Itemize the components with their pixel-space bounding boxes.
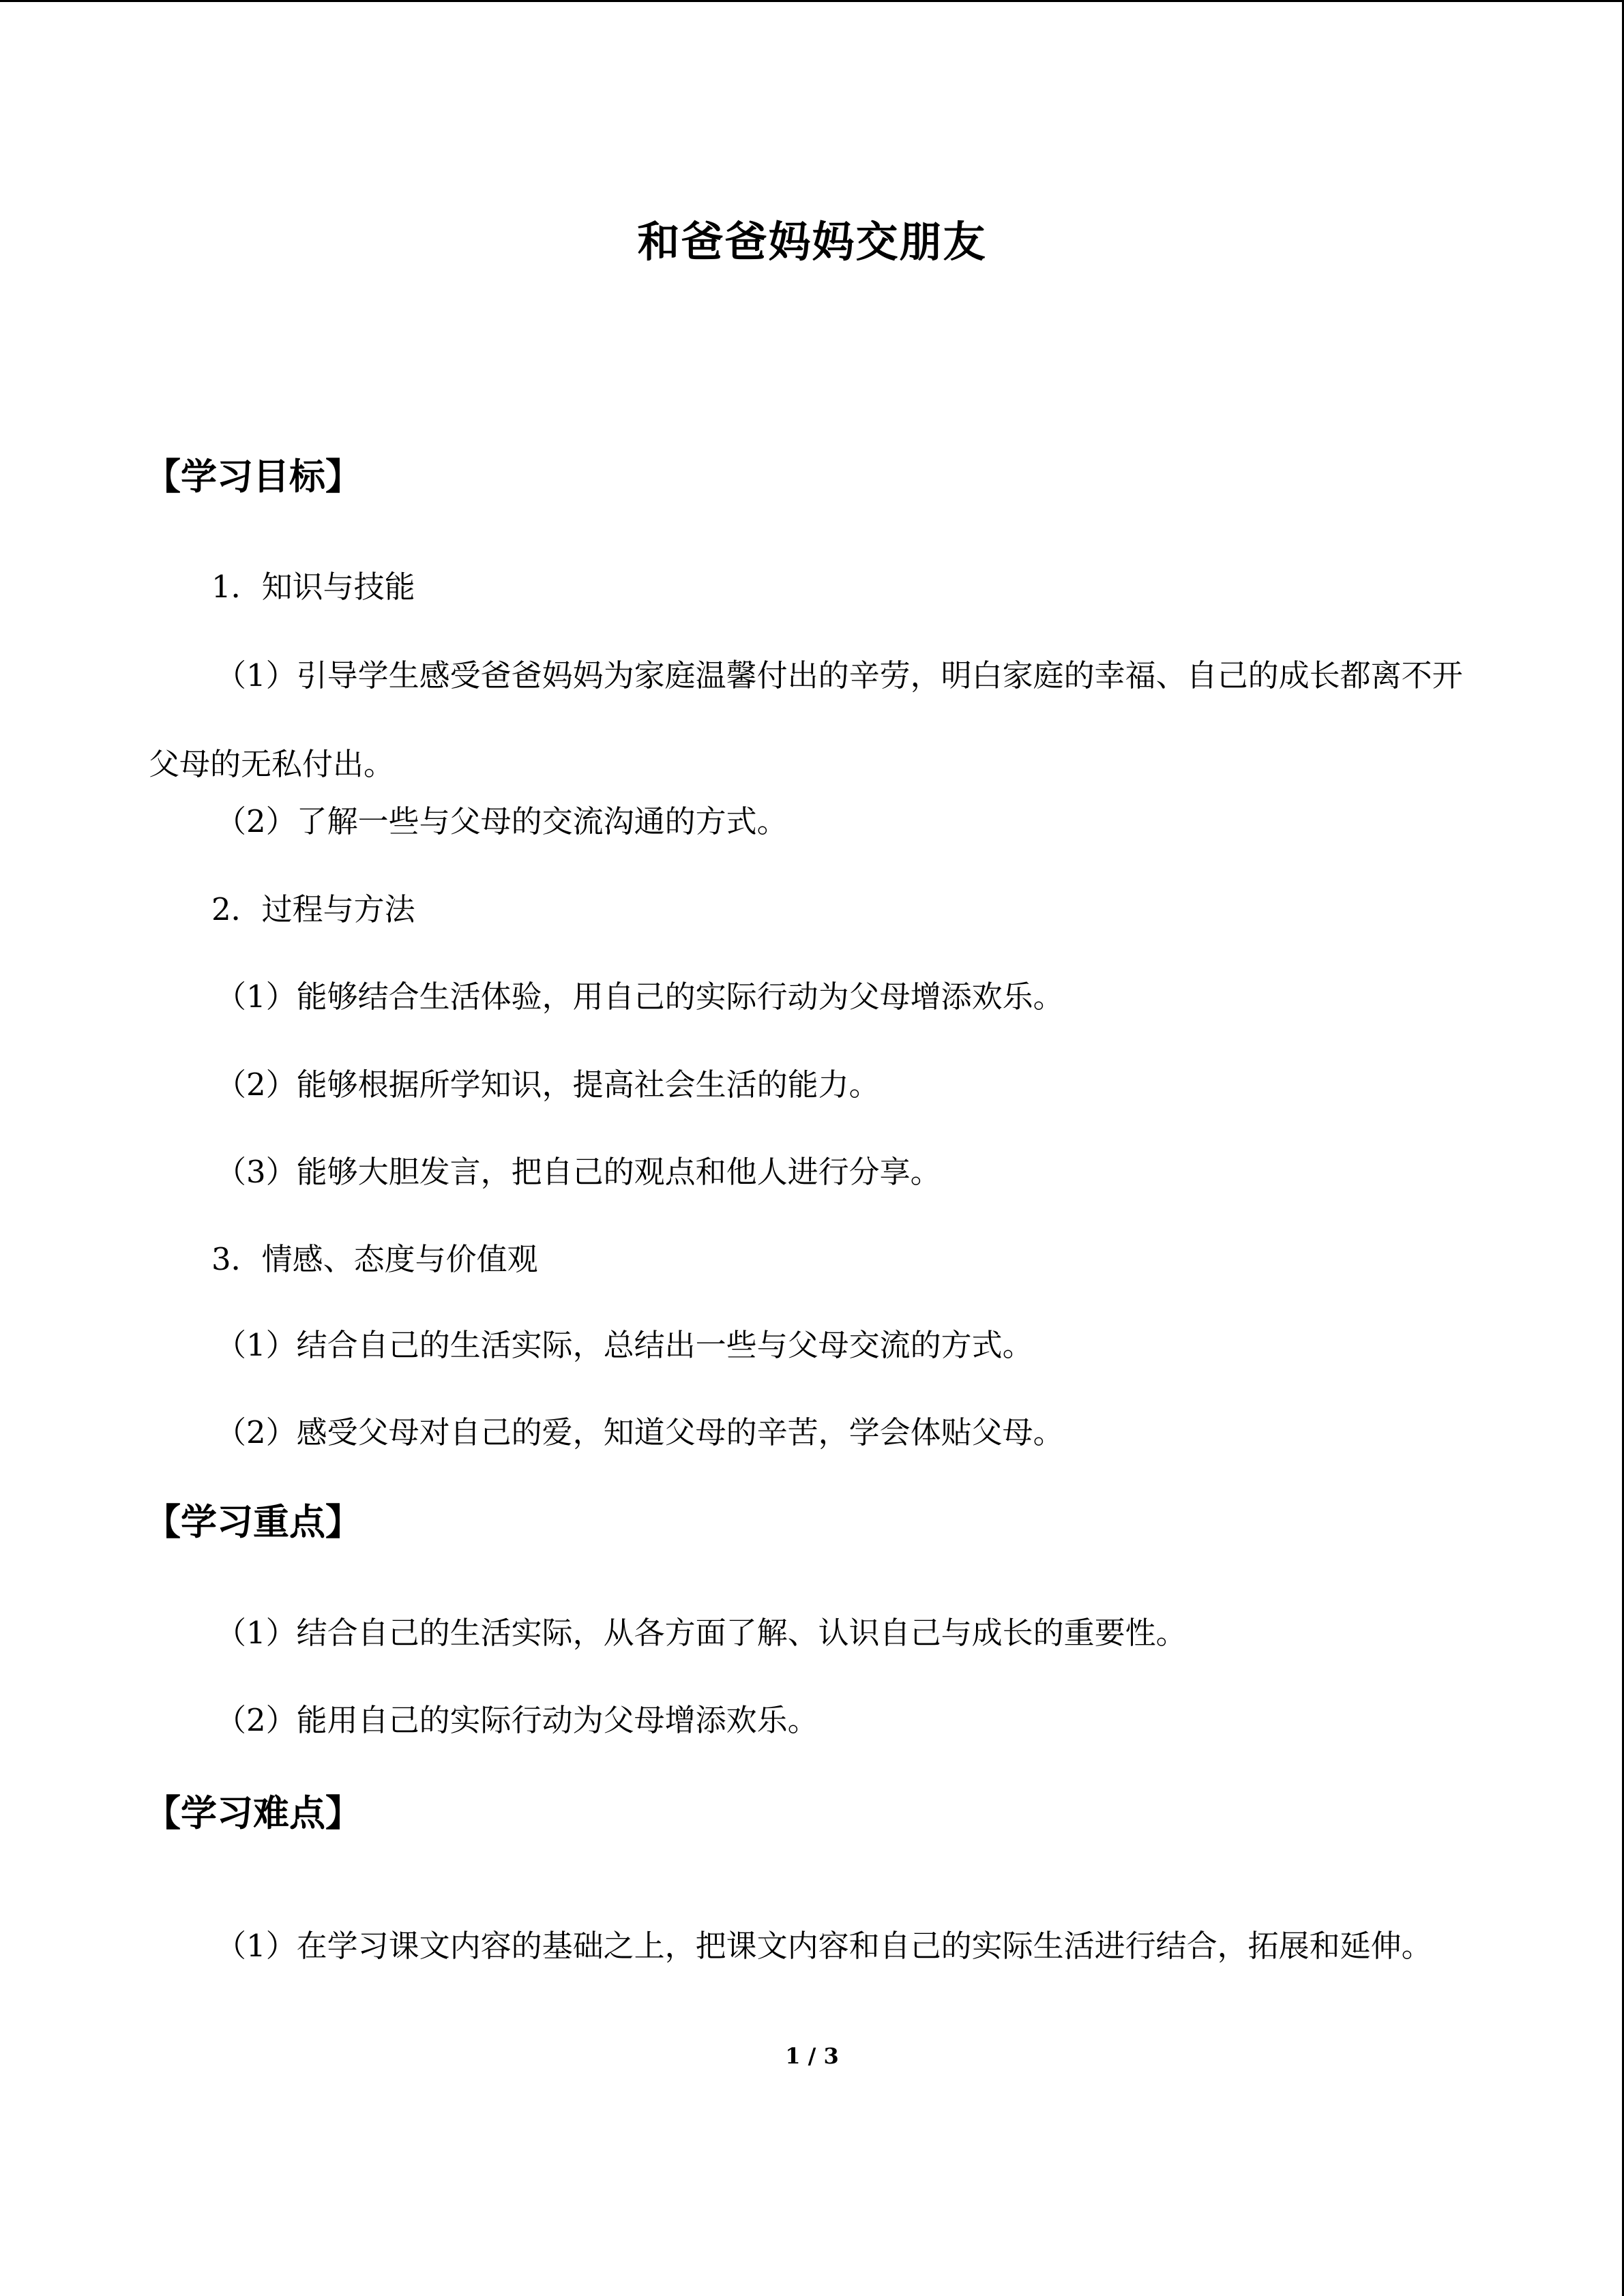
page-number: 1 / 3 [785,2043,839,2069]
section-heading-key-points: 【学习重点】 [145,1502,361,1543]
objective-item: 2．过程与方法 [211,891,415,927]
objective-item: （1）引导学生感受爸爸妈妈为家庭温馨付出的辛劳，明白家庭的幸福、自己的成长都离不开父母的无私付出。 [149,657,1463,782]
page-title: 和爸爸妈妈交朋友 [637,217,987,267]
key-point-item: （1）结合自己的生活实际，从各方面了解、认识自己与成长的重要性。 [216,1615,1187,1651]
objective-item: （1）能够结合生活体验，用自己的实际行动为父母增添欢乐。 [216,979,1064,1015]
objective-item: 3．情感、态度与价值观 [211,1241,538,1277]
section-heading-difficulties: 【学习难点】 [145,1793,361,1834]
objective-item: 1．知识与技能 [211,569,415,605]
objective-item: （2）了解一些与父母的交流沟通的方式。 [216,803,788,839]
objective-item: （2）能够根据所学知识，提高社会生活的能力。 [216,1067,880,1103]
objective-item: （2）感受父母对自己的爱，知道父母的辛苦，学会体贴父母。 [216,1414,1064,1450]
objective-item: （1）结合自己的生活实际，总结出一些与父母交流的方式。 [216,1327,1033,1363]
difficulty-item: （1）在学习课文内容的基础之上，把课文内容和自己的实际生活进行结合，拓展和延伸。 [216,1928,1432,1964]
key-point-item: （2）能用自己的实际行动为父母增添欢乐。 [216,1702,818,1738]
objective-item: （3）能够大胆发言，把自己的观点和他人进行分享。 [216,1154,941,1190]
section-heading-objectives: 【学习目标】 [145,456,361,498]
